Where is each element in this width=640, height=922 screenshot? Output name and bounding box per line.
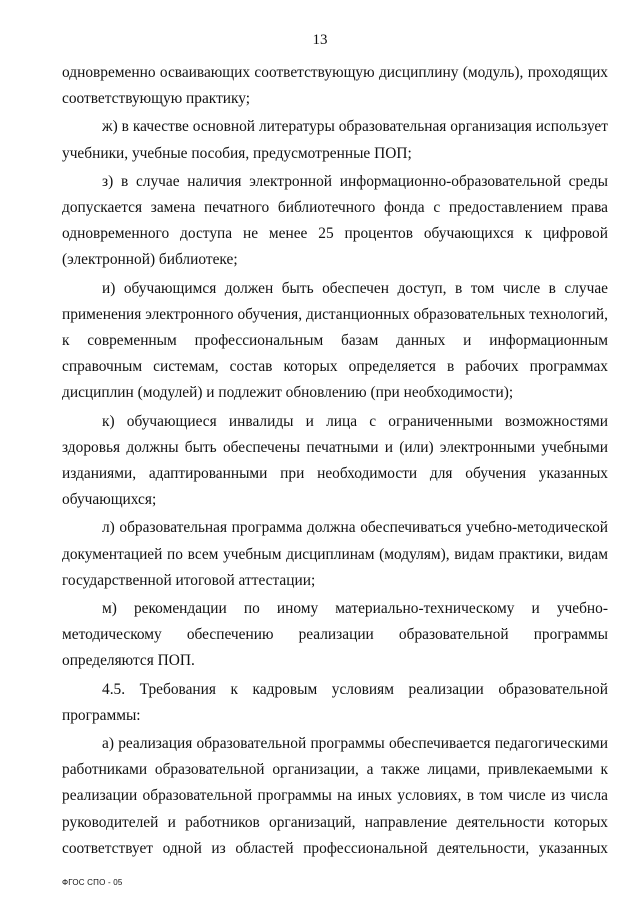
paragraph-item-z: з) в случае наличия электронной информационно-образовательной среды допускается замена печатного библиотечного фонда с предоставлением права одновременного доступа не менее 25 процентов обучающихся к цифровой (электронной) библиотеке; — [62, 172, 608, 269]
paragraph-item-k: к) обучающиеся инвалиды и лица с ограниченными возможностями здоровья должны быть обеспечены печатными и (или) электронными учебными изданиями, адаптированными при необходимости для обучения указанных обучающихся; — [62, 412, 608, 509]
footer-label: ФГОС СПО - 05 — [62, 878, 123, 887]
section-heading-4-5: 4.5. Требования к кадровым условиям реализации образовательной программы: — [62, 680, 608, 724]
paragraph-item-zh: ж) в качестве основной литературы образовательная организация использует учебники, учебные пособия, предусмотренные ПОП; — [62, 118, 608, 162]
page-number: 13 — [312, 32, 328, 48]
paragraph-item-m: м) рекомендации по иному материально-техническому и учебно-методическому обеспечению реализации образовательной программы определяются ПОП. — [62, 600, 608, 670]
paragraph-item-l: л) образовательная программа должна обеспечиваться учебно-методической документацией по всем учебным дисциплинам (модулям), видам практики, видам государственной итоговой аттестации; — [62, 519, 608, 589]
paragraph-item-a: а) реализация образовательной программы обеспечивается педагогическими работниками образовательной организации, а также лицами, привлекаемыми к реализации образовательной программы на иных условиях, в том числе из числа руководителей и работников организаций, направление деятельности которых соответствует одной из областей профессиональной деятельности, указанных — [62, 735, 608, 857]
paragraph-item-i: и) обучающимся должен быть обеспечен доступ, в том числе в случае применения электронного обучения, дистанционных образовательных технологий, к современным профессиональным базам данных и информационным справочным системам, состав которых определяется в рабочих программах дисциплин (модулей) и подлежит обновлению (при необходимости); — [62, 279, 608, 402]
paragraph-continuation: одновременно осваивающих соответствующую дисциплину (модуль), проходящих соответствующую практику; — [62, 64, 608, 108]
document-body — [62, 60, 608, 862]
